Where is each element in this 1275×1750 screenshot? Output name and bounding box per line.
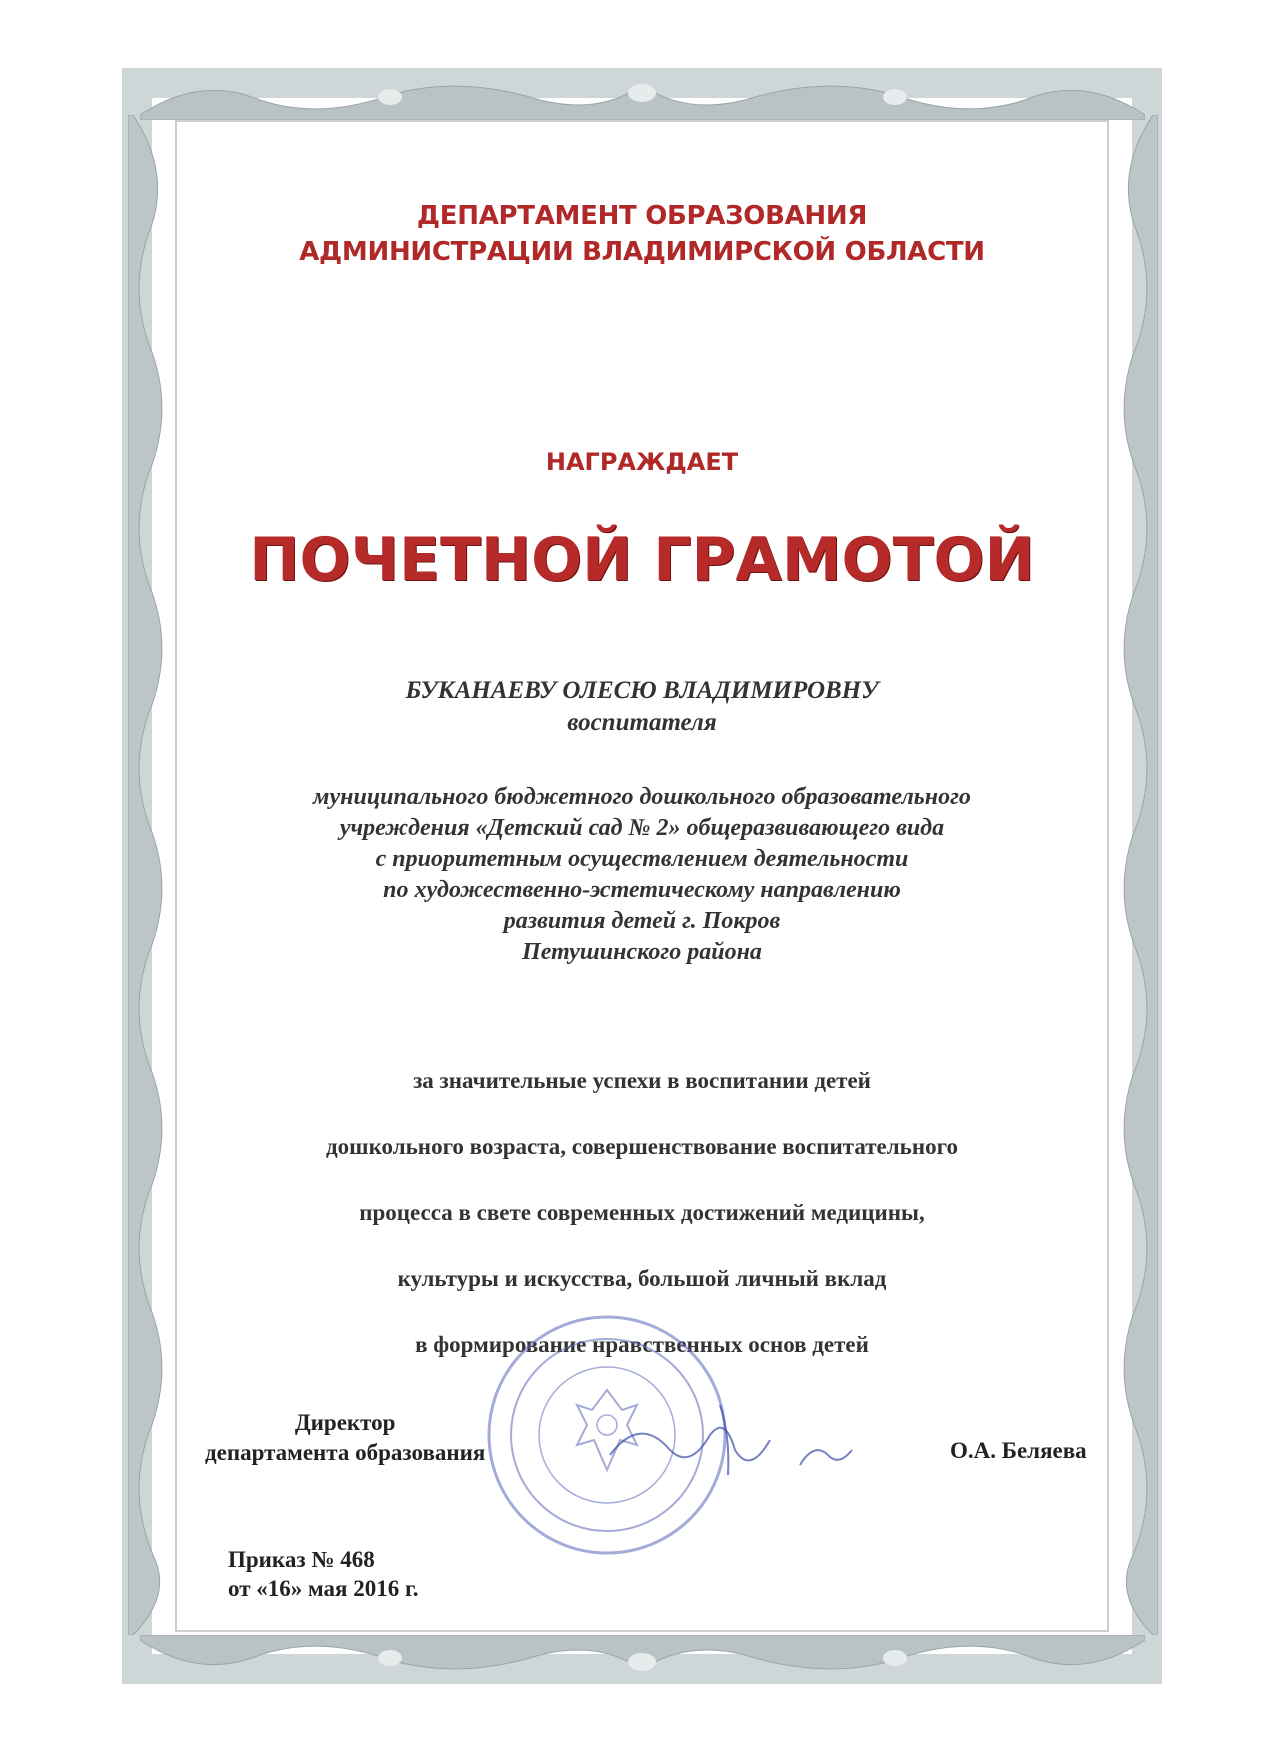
department-line-1: ДЕПАРТАМЕНТ ОБРАЗОВАНИЯ: [416, 201, 868, 231]
merit-line: процесса в свете современных достижений медицины,: [359, 1200, 925, 1225]
organization-line: учреждения «Детский сад № 2» общеразвивающего вида: [339, 815, 945, 841]
certificate-title: ПОЧЕТНОЙ ГРАМОТОЙ: [249, 525, 1035, 595]
director-title: [205, 1408, 485, 1468]
department-header: [175, 198, 1109, 270]
director-line-2: департамента образования: [205, 1440, 486, 1465]
organization-line: развития детей г. Покров: [503, 908, 781, 934]
merit-line: культуры и искусства, большой личный вклад: [397, 1266, 887, 1291]
organization-line: муниципального бюджетного дошкольного образовательного: [313, 784, 971, 810]
organization-line: по художественно-эстетическому направлению: [383, 877, 901, 903]
organization-block: [175, 782, 1109, 968]
order-number: Приказ № 468: [228, 1547, 375, 1572]
order-info: [228, 1545, 419, 1603]
signer-name: О.А. Беляева: [950, 1438, 1087, 1463]
awards-heading: НАГРАЖДАЕТ: [545, 448, 739, 476]
merit-line: дошкольного возраста, совершенствование воспитательного: [326, 1134, 958, 1159]
top-ornament: [140, 75, 1145, 120]
department-line-2: АДМИНИСТРАЦИИ ВЛАДИМИРСКОЙ ОБЛАСТИ: [299, 237, 985, 267]
recipient-name: БУКАНАЕВУ ОЛЕСЮ ВЛАДИМИРОВНУ: [405, 677, 879, 704]
recipient-position: воспитателя: [567, 709, 717, 736]
organization-line: Петушинского района: [522, 939, 762, 965]
organization-line: с приоритетным осуществлением деятельности: [375, 846, 909, 872]
merit-line: в формирование нравственных основ детей: [415, 1332, 869, 1357]
right-ornament: [1110, 115, 1158, 1635]
handwritten-signature: [600, 1395, 860, 1485]
merit-line: за значительные успехи в воспитании детей: [413, 1068, 871, 1093]
recipient-block: [175, 675, 1109, 739]
bottom-ornament: [140, 1635, 1145, 1680]
left-ornament: [128, 115, 176, 1635]
director-line-1: Директор: [294, 1410, 396, 1435]
order-date: от «16» мая 2016 г.: [228, 1576, 419, 1601]
